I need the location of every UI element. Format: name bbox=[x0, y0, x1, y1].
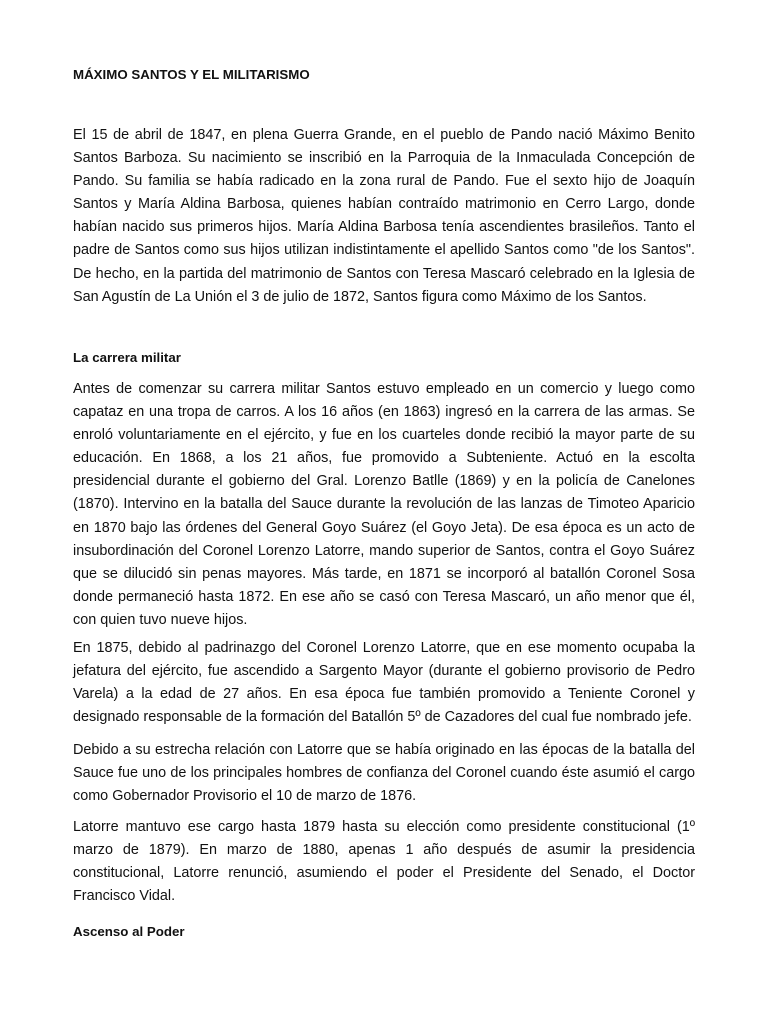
paragraph-carrera-3: Debido a su estrecha relación con Latorre que se había originado en las épocas de la batalla del Sauce fue uno de los principales hombres de confianza del Coronel cuando éste asumió el cargo como Gobernador Provisorio el 10 de marzo de 1876. bbox=[73, 742, 695, 805]
paragraph-carrera-4: Latorre mantuvo ese cargo hasta 1879 hasta su elección como presidente constitucional (1º marzo de 1879). En marzo de 1880, apenas 1 año después de asumir la presidencia constitucional, Latorre renunció, asumiendo el poder el Presidente del Senado, el Doctor Francisco Vidal. bbox=[73, 819, 695, 905]
paragraph-carrera-2: En 1875, debido al padrinazgo del Coronel Lorenzo Latorre, que en ese momento ocupaba la jefatura del ejército, fue ascendido a Sargento Mayor (durante el gobierno provisorio de Pedro Varela) a la edad de 27 años. En esa época fue también promovido a Teniente Coronel y designado responsable de la formación del Batallón 5º de Cazadores del cual fue nombrado jefe. bbox=[73, 640, 695, 726]
section-heading-ascenso-al-poder: Ascenso al Poder bbox=[73, 924, 185, 939]
intro-paragraph: El 15 de abril de 1847, en plena Guerra Grande, en el pueblo de Pando nació Máximo Benito Santos Barboza. Su nacimiento se inscribió en la Parroquia de la Inmaculada Concepción de Pando. Su familia se había radicado en la zona rural de Pando. Fue el sexto hijo de Joaquín Santos y María Aldina Barbosa, quienes habían contraído matrimonio en Cerro Largo, donde habían nacido sus primeros hijos. María Aldina Barbosa tenía ascendientes brasileños. Tanto el padre de Santos como sus hijos utilizan indistintamente el apellido Santos como "de los Santos". De hecho, en la partida del matrimonio de Santos con Teresa Mascaró celebrado en la Iglesia de San Agustín de La Unión el 3 de julio de 1872, Santos figura como Máximo de los Santos. bbox=[73, 127, 695, 305]
section-heading-carrera-militar: La carrera militar bbox=[73, 350, 181, 365]
document-title: MÁXIMO SANTOS Y EL MILITARISMO bbox=[73, 67, 310, 82]
paragraph-carrera-1: Antes de comenzar su carrera militar Santos estuvo empleado en un comercio y luego como capataz en una tropa de carros. A los 16 años (en 1863) ingresó en la carrera de las armas. Se enroló voluntariamente en el ejército, y fue en los cuarteles donde recibió la mayor parte de su educación. En 1868, a los 21 años, fue promovido a Subteniente. Actuó en la escolta presidencial durante el gobierno del Gral. Lorenzo Batlle (1869) y en la policía de Canelones (1870). Intervino en la batalla del Sauce durante la revolución de las lanzas de Timoteo Aparicio en 1870 bajo las órdenes del General Goyo Suárez (el Goyo Jeta). De esa época es un acto de insubordinación del Coronel Lorenzo Latorre, mando superior de Santos, contra el Goyo Suárez que se dilucidó sin penas mayores. Más tarde, en 1871 se incorporó al batallón Coronel Sosa donde permaneció hasta 1872. En ese año se casó con Teresa Mascaró, un año menor que él, con quien tuvo nueve hijos. bbox=[73, 381, 695, 628]
